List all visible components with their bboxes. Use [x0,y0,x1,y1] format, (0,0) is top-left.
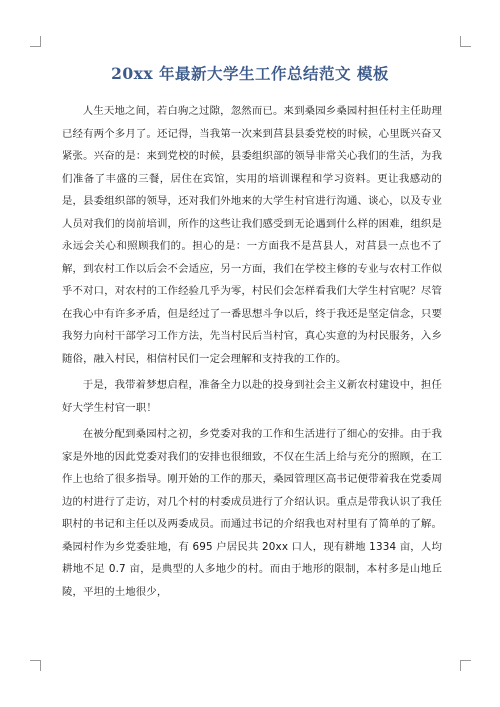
paragraph-1: 人生天地之间，若白驹之过隙，忽然而已。来到桑园乡桑园村担任村主任助理已经有两个多月了。还记得，当我第一次来到莒县县委党校的时候，心里既兴奋又紧张。兴奋的是：来到党校的时候，县委组织部的领导非常关心我们的生活，为我们准备了丰盛的三餐，居住在宾馆，实用的培训课程和学习资料。更让我感动的是，县委组织部的领导，还对我们外地来的大学生村官进行沟通、谈心，以及专业人员对我们的岗前培训，所作的这些让我们感受到无论遇到什么样的困难，组织是永远会关心和照顾我们的。担心的是：一方面我不是莒县人，对莒县一点也不了解，到农村工作以后会不会适应，另一方面，我们在学校主修的专业与农村工作似乎不对口，对农村的工作经验几乎为零，村民们会怎样看我们大学生村官呢？尽管在我心中有许多矛盾，但是经过了一番思想斗争以后，终于我还是坚定信念，只要我努力向村干部学习工作方法，先当村民后当村官，真心实意的为村民服务，入乡随俗，融入村民，相信村民们一定会理解和支持我的工作的。 [62,105,442,365]
document-title: 20xx 年最新大学生工作总结范文 模板 [111,64,389,83]
crop-mark-top-right [460,36,471,47]
paragraph-2: 于是，我带着梦想启程，准备全力以赴的投身到社会主义新农村建设中，担任好大学生村官一职！ [62,379,442,414]
paragraph-3: 在被分配到桑园村之初，乡党委对我的工作和生活进行了细心的安排。由于我家是外地的因此党委对我们的安排也很细致，不仅在生活上给与充分的照顾，在工作上也给了很多指导。刚开始的工作的那天，桑园管理区高书记便带着我在党委周边的村进行了走访，对几个村的村委成员进行了介绍认识。重点是带我认识了我任职村的书记和主任以及两委成员。而通过书记的介绍我也对村里有了简单的了解。桑园村作为乡党委驻地，有 695 户居民共 20xx 口人，现有耕地 1334 亩，人均耕地不足 0.7 亩，是典型的人多地少的村。而由于地形的限制，本村多是山地丘陵，平坦的土地很少， [62,428,442,598]
crop-mark-bottom-left [30,660,41,671]
crop-mark-top-left [30,36,41,47]
document-body [62,100,442,607]
crop-mark-bottom-right [460,660,471,671]
